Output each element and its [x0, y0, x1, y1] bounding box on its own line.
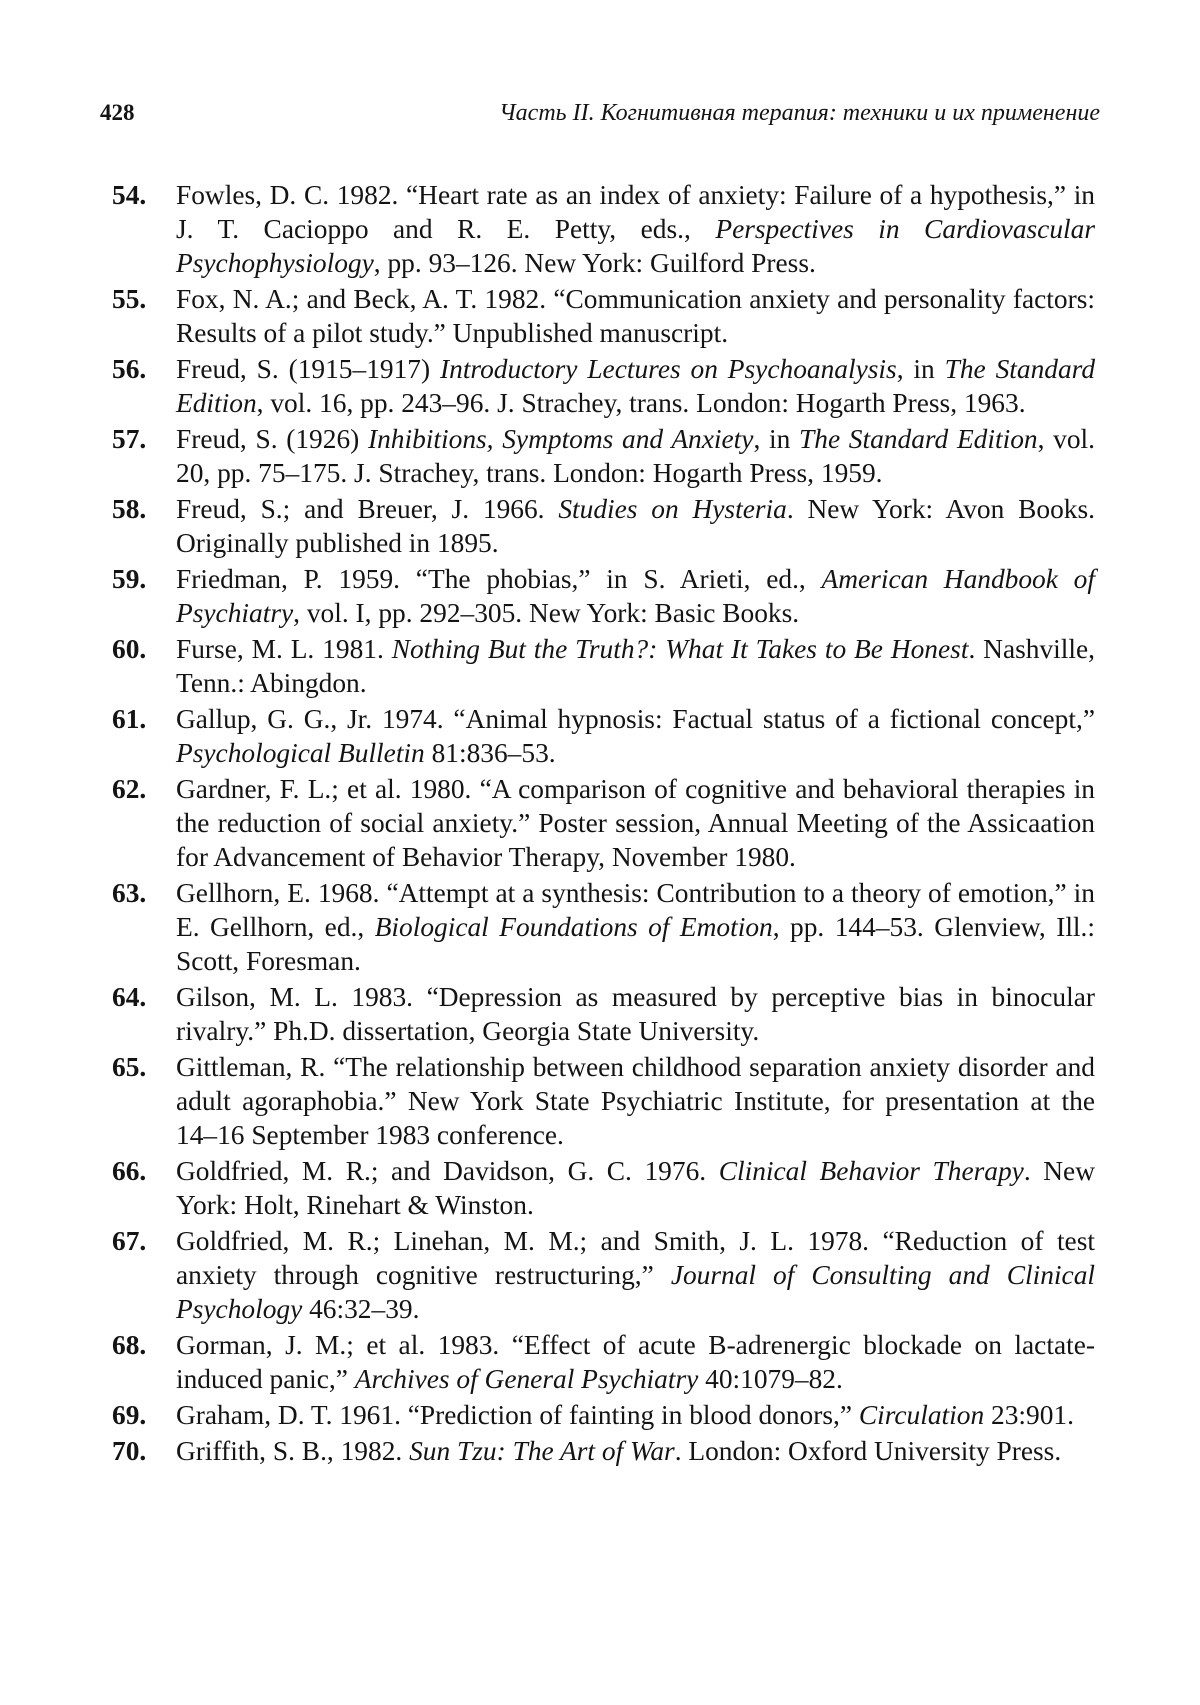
reference-title-italic: Nothing But the Truth?: What It Takes to Be Honest — [391, 634, 969, 664]
reference-text — [176, 1436, 1061, 1466]
reference-title-italic: The Standard Edition — [799, 424, 1038, 454]
reference-text — [176, 1156, 1095, 1220]
reference-number: 55. — [112, 284, 147, 314]
reference-entry — [112, 632, 1095, 700]
running-head — [100, 100, 1100, 127]
reference-text-segment: Fox, N. A.; and Beck, A. T. 1982. “Communication anxiety and personality factors: Results of a pilot study.” Unpublished manuscript. — [176, 284, 1095, 348]
reference-text — [176, 1400, 1074, 1430]
reference-list — [112, 178, 1095, 1470]
reference-title-italic: Inhibitions, Symptoms and Anxiety — [367, 424, 754, 454]
reference-text-segment: Freud, S. (1915–1917) — [176, 354, 440, 384]
reference-number: 69. — [112, 1400, 147, 1430]
reference-entry — [112, 702, 1095, 770]
reference-number: 60. — [112, 634, 147, 664]
reference-text-segment: Gellhorn, E. 1968. “Attempt at a synthesis: Contribution to a theory of emotion,” in E. Gellhorn, ed., — [176, 878, 1095, 942]
reference-text-segment: , in — [896, 354, 945, 384]
running-title: Часть II. Когнитивная терапия: техники и их применение — [499, 100, 1100, 126]
reference-text-segment: 40:1079–82. — [698, 1364, 843, 1394]
reference-text-segment: 23:901. — [984, 1400, 1074, 1430]
reference-text-segment: Friedman, P. 1959. “The phobias,” in S. Arieti, ed., — [176, 564, 822, 594]
reference-entry — [112, 422, 1095, 490]
reference-text — [176, 634, 1095, 698]
reference-text — [176, 704, 1095, 768]
reference-text-segment: 81:836–53. — [424, 738, 556, 768]
reference-entry — [112, 562, 1095, 630]
reference-entry — [112, 492, 1095, 560]
reference-text — [176, 774, 1095, 872]
reference-number: 58. — [112, 494, 147, 524]
reference-title-italic: Circulation — [858, 1400, 985, 1430]
reference-title-italic: Clinical Behavior Therapy — [718, 1156, 1024, 1186]
reference-entry — [112, 1434, 1095, 1468]
reference-entry — [112, 178, 1095, 280]
reference-text-segment: Graham, D. T. 1961. “Prediction of fainting in blood donors,” — [176, 1400, 859, 1430]
reference-text-segment: Fowles, D. C. 1982. “Heart rate as an index of anxiety: Failure of a hypothesis,” in J. T. Cacioppo and R. E. Petty, eds., — [176, 180, 1095, 244]
reference-text — [176, 1226, 1095, 1324]
reference-number: 67. — [112, 1226, 147, 1256]
reference-text-segment: , in — [753, 424, 800, 454]
reference-text-segment: Griffith, S. B., 1982. — [176, 1436, 410, 1466]
reference-text-segment: Gittleman, R. “The relationship between childhood separation anxiety disorder and adult agoraphobia.” New York State Psychiatric Institute, for presentation at the 14–16 September 1983 conference. — [176, 1052, 1095, 1150]
reference-number: 59. — [112, 564, 147, 594]
reference-title-italic: The Standard Edition — [176, 354, 1096, 418]
reference-text-segment: . New York: Holt, Rinehart & Winston. — [176, 1156, 1095, 1220]
reference-text — [176, 564, 1095, 628]
reference-number: 56. — [112, 354, 147, 384]
reference-entry — [112, 1154, 1095, 1222]
reference-text-segment: , pp. 93–126. New York: Guilford Press. — [373, 248, 816, 278]
reference-title-italic: Introductory Lectures on Psychoanalysis — [440, 354, 897, 384]
reference-text-segment: Freud, S. (1926) — [176, 424, 368, 454]
reference-text-segment: Gardner, F. L.; et al. 1980. “A comparison of cognitive and behavioral therapies in the reduction of social anxiety.” Poster session, Annual Meeting of the Assicaation for Advancement of Behavior Therapy, November 1980. — [176, 774, 1095, 872]
reference-text-segment: 46:32–39. — [302, 1294, 420, 1324]
reference-entry — [112, 1050, 1095, 1152]
reference-entry — [112, 876, 1095, 978]
reference-text-segment: . New York: Avon Books. Originally published in 1895. — [176, 494, 1095, 558]
reference-text — [176, 982, 1095, 1046]
reference-text-segment: Freud, S.; and Breuer, J. 1966. — [176, 494, 559, 524]
reference-title-italic: Archives of General Psychiatry — [354, 1364, 699, 1394]
reference-text — [176, 180, 1095, 278]
reference-number: 68. — [112, 1330, 147, 1360]
reference-text-segment: Furse, M. L. 1981. — [176, 634, 392, 664]
reference-title-italic: Journal of Consulting and Clinical Psychology — [176, 1260, 1095, 1324]
reference-number: 63. — [112, 878, 147, 908]
reference-title-italic: Sun Tzu: The Art of War — [409, 1436, 675, 1466]
reference-number: 54. — [112, 180, 147, 210]
reference-number: 70. — [112, 1436, 147, 1466]
reference-text — [176, 878, 1095, 976]
reference-text — [176, 494, 1095, 558]
reference-text-segment: Gorman, J. M.; et al. 1983. “Effect of acute B-adrenergic blockade on lactate-induced panic,” — [176, 1330, 1095, 1394]
reference-entry — [112, 980, 1095, 1048]
page-number: 428 — [100, 100, 135, 125]
reference-text — [176, 1330, 1095, 1394]
reference-text-segment: Gilson, M. L. 1983. “Depression as measured by perceptive bias in binocular rivalry.” Ph.D. dissertation, Georgia State University. — [176, 982, 1095, 1046]
reference-text-segment: , pp. 144–53. Glenview, Ill.: Scott, Foresman. — [176, 912, 1095, 976]
reference-text — [176, 284, 1095, 348]
reference-number: 61. — [112, 704, 147, 734]
reference-text-segment: Gallup, G. G., Jr. 1974. “Animal hypnosis: Factual status of a fictional concept,” — [176, 704, 1095, 734]
reference-entry — [112, 282, 1095, 350]
reference-entry — [112, 772, 1095, 874]
reference-title-italic: Perspectives in Cardiovascular Psychophysiology — [176, 214, 1095, 278]
reference-number: 66. — [112, 1156, 147, 1186]
reference-number: 64. — [112, 982, 147, 1012]
reference-text-segment: . Nashville, Tenn.: Abingdon. — [176, 634, 1096, 698]
reference-number: 57. — [112, 424, 147, 454]
reference-text-segment: . London: Oxford University Press. — [674, 1436, 1062, 1466]
reference-number: 65. — [112, 1052, 147, 1082]
reference-text-segment: , vol. I, pp. 292–305. New York: Basic Books. — [293, 598, 800, 628]
reference-text-segment: , vol. 20, pp. 75–175. J. Strachey, trans. London: Hogarth Press, 1959. — [176, 424, 1095, 488]
reference-text — [176, 354, 1095, 418]
reference-text — [176, 1052, 1095, 1150]
reference-title-italic: American Handbook of Psychiatry — [176, 564, 1095, 628]
reference-title-italic: Psychological Bulletin — [176, 738, 425, 768]
reference-text-segment: Goldfried, M. R.; and Davidson, G. C. 1976. — [176, 1156, 719, 1186]
reference-title-italic: Studies on Hysteria — [558, 494, 787, 524]
reference-entry — [112, 1398, 1095, 1432]
reference-text — [176, 424, 1095, 488]
reference-entry — [112, 352, 1095, 420]
reference-text-segment: Goldfried, M. R.; Linehan, M. M.; and Smith, J. L. 1978. “Reduction of test anxiety through cognitive restructuring,” — [176, 1226, 1095, 1290]
reference-title-italic: Biological Foundations of Emotion — [374, 912, 773, 942]
reference-entry — [112, 1328, 1095, 1396]
reference-text-segment: , vol. 16, pp. 243–96. J. Strachey, trans. London: Hogarth Press, 1963. — [256, 388, 1026, 418]
reference-number: 62. — [112, 774, 147, 804]
reference-entry — [112, 1224, 1095, 1326]
